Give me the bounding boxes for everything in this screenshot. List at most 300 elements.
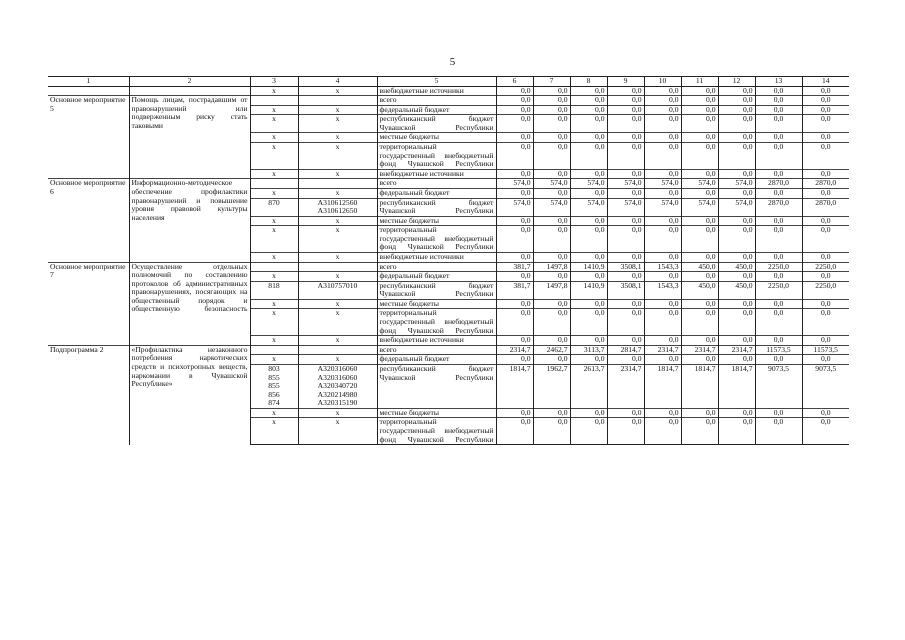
- amount-cell: 0,0: [755, 408, 802, 418]
- amount-cell: 0,0: [755, 188, 802, 198]
- table-row: [48, 96, 849, 106]
- funding-source: федеральный бюджет: [377, 188, 496, 198]
- amount-cell: 0,0: [570, 216, 607, 226]
- amount-cell: 0,0: [755, 299, 802, 309]
- amount-cell: 0,0: [496, 188, 533, 198]
- amount-cell: 0,0: [570, 309, 607, 336]
- section-description: [129, 86, 250, 96]
- funding-source: республиканский бюджет Чувашской Республики: [377, 198, 496, 216]
- code-line: А310612560: [317, 198, 358, 207]
- amount-cell: 0,0: [533, 299, 570, 309]
- funding-source: местные бюджеты: [377, 133, 496, 143]
- amount-cell: 1814,7: [644, 364, 681, 408]
- amount-cell: 1962,7: [533, 364, 570, 408]
- amount-cell: 2314,7: [718, 345, 755, 355]
- funding-source: территориальный государственный внебюджетный фонд Чувашской Республики: [377, 309, 496, 336]
- amount-cell: 2870,0: [755, 198, 802, 216]
- amount-cell: 0,0: [718, 408, 755, 418]
- amount-cell: 0,0: [644, 336, 681, 346]
- amount-cell: 0,0: [533, 252, 570, 262]
- amount-cell: 0,0: [802, 252, 849, 262]
- amount-cell: 0,0: [570, 188, 607, 198]
- amount-cell: 0,0: [755, 418, 802, 445]
- amount-cell: 0,0: [755, 86, 802, 96]
- amount-cell: 0,0: [681, 133, 718, 143]
- amount-cell: 0,0: [718, 216, 755, 226]
- funding-source: всего: [377, 96, 496, 106]
- funding-source: республиканский бюджет Чувашской Республики: [377, 281, 496, 299]
- amount-cell: 0,0: [533, 105, 570, 115]
- amount-cell: 0,0: [533, 96, 570, 106]
- amount-cell: 0,0: [644, 226, 681, 253]
- amount-cell: 381,7: [496, 281, 533, 299]
- target-article-code: х: [298, 299, 377, 309]
- section-description: Информационно-методическое обеспечение профилактики правонарушений и повышение уровня правовой культуры населения: [129, 179, 250, 262]
- amount-cell: 0,0: [533, 216, 570, 226]
- amount-cell: 0,0: [496, 355, 533, 365]
- amount-cell: 0,0: [607, 115, 644, 133]
- header-cell: 13: [755, 77, 802, 87]
- amount-cell: 0,0: [570, 252, 607, 262]
- funding-source: всего: [377, 179, 496, 189]
- funding-source: федеральный бюджет: [377, 272, 496, 282]
- amount-cell: 0,0: [802, 336, 849, 346]
- funding-source: местные бюджеты: [377, 299, 496, 309]
- rz-pr-code: 818: [250, 281, 298, 299]
- amount-cell: 1814,7: [681, 364, 718, 408]
- rz-pr-code: х: [250, 418, 298, 445]
- rz-pr-code: х: [250, 309, 298, 336]
- amount-cell: 574,0: [681, 179, 718, 189]
- amount-cell: 0,0: [644, 299, 681, 309]
- amount-cell: 0,0: [802, 226, 849, 253]
- amount-cell: 0,0: [718, 169, 755, 179]
- amount-cell: 0,0: [718, 272, 755, 282]
- amount-cell: 0,0: [802, 169, 849, 179]
- amount-cell: 2870,0: [755, 179, 802, 189]
- amount-cell: 0,0: [718, 418, 755, 445]
- amount-cell: 0,0: [496, 226, 533, 253]
- amount-cell: 0,0: [644, 86, 681, 96]
- amount-cell: 0,0: [755, 133, 802, 143]
- target-article-code: х: [298, 143, 377, 170]
- amount-cell: 0,0: [718, 143, 755, 170]
- amount-cell: 0,0: [607, 252, 644, 262]
- amount-cell: 0,0: [607, 299, 644, 309]
- target-article-code: [298, 262, 377, 272]
- target-article-code: х: [298, 216, 377, 226]
- amount-cell: 0,0: [607, 169, 644, 179]
- amount-cell: 0,0: [718, 96, 755, 106]
- header-cell: 2: [129, 77, 250, 87]
- target-article-code: х: [298, 355, 377, 365]
- amount-cell: 0,0: [755, 336, 802, 346]
- amount-cell: 9073,5: [802, 364, 849, 408]
- amount-cell: 1814,7: [718, 364, 755, 408]
- target-article-code: х: [298, 115, 377, 133]
- amount-cell: 0,0: [644, 272, 681, 282]
- amount-cell: 0,0: [644, 216, 681, 226]
- funding-source: республиканский бюджет Чувашской Республики: [377, 364, 496, 408]
- rz-pr-code: х: [250, 188, 298, 198]
- amount-cell: 0,0: [644, 355, 681, 365]
- target-article-code: [298, 198, 377, 216]
- amount-cell: 0,0: [644, 133, 681, 143]
- amount-cell: 0,0: [570, 105, 607, 115]
- rz-pr-code: [250, 96, 298, 106]
- header-cell: 8: [570, 77, 607, 87]
- amount-cell: 0,0: [644, 169, 681, 179]
- target-article-code: х: [298, 86, 377, 96]
- amount-cell: 0,0: [607, 96, 644, 106]
- amount-cell: 0,0: [570, 96, 607, 106]
- rz-pr-code: х: [250, 133, 298, 143]
- amount-cell: 2314,7: [681, 345, 718, 355]
- amount-cell: 0,0: [496, 86, 533, 96]
- amount-cell: 0,0: [718, 188, 755, 198]
- amount-cell: 0,0: [570, 299, 607, 309]
- amount-cell: 2314,7: [607, 364, 644, 408]
- budget-table: [48, 76, 849, 445]
- amount-cell: 0,0: [644, 252, 681, 262]
- amount-cell: 0,0: [644, 418, 681, 445]
- amount-cell: 0,0: [496, 216, 533, 226]
- amount-cell: 0,0: [755, 272, 802, 282]
- table-row: [48, 86, 849, 96]
- target-article-code: [298, 96, 377, 106]
- amount-cell: 0,0: [755, 105, 802, 115]
- section-description: Осуществление отдельных полномочий по составлению протоколов об административных правонарушениях, посягающих на общественный порядок и общественную безопасность: [129, 262, 250, 345]
- amount-cell: 3508,1: [607, 281, 644, 299]
- amount-cell: 2462,7: [533, 345, 570, 355]
- amount-cell: 0,0: [802, 272, 849, 282]
- amount-cell: 0,0: [802, 216, 849, 226]
- amount-cell: 0,0: [718, 86, 755, 96]
- amount-cell: 11573,5: [802, 345, 849, 355]
- target-article-code: х: [298, 188, 377, 198]
- amount-cell: 0,0: [644, 408, 681, 418]
- amount-cell: 0,0: [718, 105, 755, 115]
- amount-cell: 0,0: [681, 272, 718, 282]
- amount-cell: 0,0: [496, 96, 533, 106]
- rz-pr-code: [250, 262, 298, 272]
- rz-pr-code: [250, 179, 298, 189]
- amount-cell: 0,0: [496, 143, 533, 170]
- amount-cell: 0,0: [533, 226, 570, 253]
- amount-cell: 0,0: [607, 188, 644, 198]
- amount-cell: 0,0: [802, 188, 849, 198]
- amount-cell: 0,0: [681, 143, 718, 170]
- amount-cell: 0,0: [802, 408, 849, 418]
- target-article-code: А310757010: [298, 281, 377, 299]
- rz-pr-code: х: [250, 143, 298, 170]
- amount-cell: 0,0: [533, 418, 570, 445]
- code-line: А320316060: [317, 372, 358, 382]
- code-line: 855: [268, 381, 280, 391]
- amount-cell: 0,0: [607, 336, 644, 346]
- amount-cell: 0,0: [570, 226, 607, 253]
- funding-source: внебюджетные источники: [377, 86, 496, 96]
- amount-cell: 0,0: [681, 418, 718, 445]
- amount-cell: 0,0: [607, 418, 644, 445]
- amount-cell: 0,0: [802, 86, 849, 96]
- amount-cell: 0,0: [718, 299, 755, 309]
- amount-cell: 574,0: [644, 179, 681, 189]
- amount-cell: 1410,9: [570, 262, 607, 272]
- amount-cell: 0,0: [496, 105, 533, 115]
- amount-cell: 450,0: [681, 262, 718, 272]
- target-article-code: х: [298, 226, 377, 253]
- amount-cell: 0,0: [755, 169, 802, 179]
- amount-cell: 574,0: [718, 198, 755, 216]
- amount-cell: 0,0: [802, 143, 849, 170]
- amount-cell: 0,0: [802, 309, 849, 336]
- amount-cell: 2314,7: [644, 345, 681, 355]
- funding-source: внебюджетные источники: [377, 169, 496, 179]
- target-article-code: [298, 364, 377, 408]
- code-line: А320214980: [317, 389, 358, 399]
- code-line: А320316060: [317, 364, 358, 373]
- amount-cell: 0,0: [496, 272, 533, 282]
- rz-pr-code: х: [250, 408, 298, 418]
- amount-cell: 0,0: [802, 115, 849, 133]
- amount-cell: 574,0: [570, 179, 607, 189]
- amount-cell: 0,0: [681, 299, 718, 309]
- rz-pr-code: х: [250, 115, 298, 133]
- header-cell: 5: [377, 77, 496, 87]
- code-line: А320315190: [317, 398, 358, 408]
- amount-cell: 0,0: [681, 105, 718, 115]
- amount-cell: 0,0: [718, 336, 755, 346]
- amount-cell: 0,0: [533, 272, 570, 282]
- amount-cell: 0,0: [570, 408, 607, 418]
- rz-pr-code: 870: [250, 198, 298, 216]
- table-row: [48, 345, 849, 355]
- header-cell: 11: [681, 77, 718, 87]
- amount-cell: 0,0: [533, 86, 570, 96]
- amount-cell: 0,0: [644, 105, 681, 115]
- amount-cell: 574,0: [496, 179, 533, 189]
- rz-pr-code: х: [250, 216, 298, 226]
- amount-cell: 2870,0: [802, 179, 849, 189]
- amount-cell: 0,0: [681, 216, 718, 226]
- amount-cell: 9073,5: [755, 364, 802, 408]
- rz-pr-code: х: [250, 299, 298, 309]
- code-line: 855: [268, 372, 280, 382]
- header-row: [48, 77, 849, 87]
- amount-cell: 0,0: [755, 216, 802, 226]
- amount-cell: 574,0: [533, 198, 570, 216]
- rz-pr-code: х: [250, 226, 298, 253]
- amount-cell: 0,0: [496, 299, 533, 309]
- target-article-code: х: [298, 272, 377, 282]
- amount-cell: 0,0: [607, 272, 644, 282]
- target-article-code: х: [298, 169, 377, 179]
- amount-cell: 0,0: [533, 309, 570, 336]
- code-line: 856: [268, 389, 280, 399]
- rz-pr-code: [250, 345, 298, 355]
- target-article-code: х: [298, 105, 377, 115]
- amount-cell: 0,0: [802, 299, 849, 309]
- header-cell: 3: [250, 77, 298, 87]
- amount-cell: 0,0: [570, 336, 607, 346]
- amount-cell: 0,0: [681, 336, 718, 346]
- header-cell: 9: [607, 77, 644, 87]
- header-cell: 12: [718, 77, 755, 87]
- amount-cell: 0,0: [755, 115, 802, 133]
- amount-cell: 2250,0: [802, 281, 849, 299]
- rz-pr-code: х: [250, 252, 298, 262]
- amount-cell: 0,0: [496, 408, 533, 418]
- funding-source: территориальный государственный внебюджетный фонд Чувашской Республики: [377, 226, 496, 253]
- amount-cell: 0,0: [570, 86, 607, 96]
- amount-cell: 1497,8: [533, 281, 570, 299]
- header-cell: 1: [48, 77, 129, 87]
- code-line: А320340720: [317, 381, 358, 391]
- amount-cell: 0,0: [607, 309, 644, 336]
- amount-cell: 0,0: [718, 226, 755, 253]
- amount-cell: 0,0: [681, 96, 718, 106]
- header-cell: 6: [496, 77, 533, 87]
- amount-cell: 0,0: [570, 272, 607, 282]
- amount-cell: 0,0: [496, 336, 533, 346]
- amount-cell: 0,0: [533, 169, 570, 179]
- header-cell: 10: [644, 77, 681, 87]
- rz-pr-code: х: [250, 86, 298, 96]
- amount-cell: 1814,7: [496, 364, 533, 408]
- amount-cell: 0,0: [802, 96, 849, 106]
- amount-cell: 0,0: [570, 143, 607, 170]
- amount-cell: 0,0: [496, 169, 533, 179]
- section-title: Основное мероприятие 6: [48, 179, 129, 262]
- amount-cell: 574,0: [570, 198, 607, 216]
- amount-cell: 0,0: [755, 355, 802, 365]
- target-article-code: [298, 179, 377, 189]
- funding-source: внебюджетные источники: [377, 336, 496, 346]
- funding-source: федеральный бюджет: [377, 105, 496, 115]
- amount-cell: 0,0: [570, 169, 607, 179]
- amount-cell: 0,0: [644, 115, 681, 133]
- amount-cell: 0,0: [644, 188, 681, 198]
- amount-cell: 2250,0: [755, 281, 802, 299]
- code-line: А310612650: [317, 206, 358, 216]
- amount-cell: 2870,0: [802, 198, 849, 216]
- target-article-code: х: [298, 418, 377, 445]
- amount-cell: 0,0: [644, 309, 681, 336]
- amount-cell: 0,0: [755, 143, 802, 170]
- amount-cell: 0,0: [496, 252, 533, 262]
- amount-cell: 0,0: [681, 355, 718, 365]
- header-cell: 4: [298, 77, 377, 87]
- amount-cell: 3113,7: [570, 345, 607, 355]
- target-article-code: х: [298, 252, 377, 262]
- amount-cell: 0,0: [533, 133, 570, 143]
- funding-source: всего: [377, 345, 496, 355]
- amount-cell: 0,0: [607, 226, 644, 253]
- amount-cell: 0,0: [802, 105, 849, 115]
- target-article-code: х: [298, 309, 377, 336]
- section-title: Основное мероприятие 5: [48, 96, 129, 179]
- amount-cell: 2314,7: [496, 345, 533, 355]
- amount-cell: 0,0: [644, 143, 681, 170]
- amount-cell: 0,0: [533, 188, 570, 198]
- amount-cell: 0,0: [607, 86, 644, 96]
- amount-cell: 2250,0: [755, 262, 802, 272]
- amount-cell: 0,0: [644, 96, 681, 106]
- amount-cell: 0,0: [607, 133, 644, 143]
- funding-source: всего: [377, 262, 496, 272]
- amount-cell: 0,0: [718, 252, 755, 262]
- amount-cell: 0,0: [802, 133, 849, 143]
- header-cell: 7: [533, 77, 570, 87]
- rz-pr-code: х: [250, 272, 298, 282]
- amount-cell: 574,0: [607, 198, 644, 216]
- section-title: Основное мероприятие 7: [48, 262, 129, 345]
- amount-cell: 450,0: [681, 281, 718, 299]
- amount-cell: 0,0: [570, 115, 607, 133]
- funding-source: федеральный бюджет: [377, 355, 496, 365]
- amount-cell: 0,0: [570, 355, 607, 365]
- amount-cell: 0,0: [496, 309, 533, 336]
- amount-cell: 0,0: [681, 86, 718, 96]
- amount-cell: 1543,3: [644, 262, 681, 272]
- amount-cell: 1410,9: [570, 281, 607, 299]
- amount-cell: 0,0: [533, 355, 570, 365]
- rz-pr-code: х: [250, 169, 298, 179]
- amount-cell: 0,0: [496, 418, 533, 445]
- amount-cell: 0,0: [681, 408, 718, 418]
- amount-cell: 2250,0: [802, 262, 849, 272]
- amount-cell: 0,0: [755, 252, 802, 262]
- amount-cell: 0,0: [496, 133, 533, 143]
- amount-cell: 0,0: [681, 188, 718, 198]
- amount-cell: 450,0: [718, 262, 755, 272]
- amount-cell: 0,0: [681, 115, 718, 133]
- section-title: Подпрограмма 2: [48, 345, 129, 444]
- section-title: [48, 86, 129, 96]
- header-cell: 14: [802, 77, 849, 87]
- section-description: Помощь лицам, пострадавшим от правонарушений или подверженным риску стать таковыми: [129, 96, 250, 179]
- amount-cell: 574,0: [533, 179, 570, 189]
- amount-cell: 0,0: [755, 309, 802, 336]
- amount-cell: 450,0: [718, 281, 755, 299]
- amount-cell: 0,0: [607, 143, 644, 170]
- code-line: 874: [268, 398, 280, 408]
- amount-cell: 0,0: [755, 96, 802, 106]
- rz-pr-code: [250, 364, 298, 408]
- amount-cell: 0,0: [681, 252, 718, 262]
- amount-cell: 2814,7: [607, 345, 644, 355]
- amount-cell: 1497,8: [533, 262, 570, 272]
- page-number: 5: [449, 56, 456, 68]
- amount-cell: 0,0: [718, 309, 755, 336]
- amount-cell: 11573,5: [755, 345, 802, 355]
- rz-pr-code: х: [250, 336, 298, 346]
- amount-cell: 0,0: [533, 143, 570, 170]
- amount-cell: 0,0: [681, 309, 718, 336]
- amount-cell: 574,0: [644, 198, 681, 216]
- rz-pr-code: х: [250, 355, 298, 365]
- funding-source: внебюджетные источники: [377, 252, 496, 262]
- amount-cell: 0,0: [681, 169, 718, 179]
- amount-cell: 381,7: [496, 262, 533, 272]
- code-line: 803: [268, 364, 280, 373]
- amount-cell: 574,0: [607, 179, 644, 189]
- amount-cell: 0,0: [718, 355, 755, 365]
- funding-source: местные бюджеты: [377, 216, 496, 226]
- amount-cell: 0,0: [718, 133, 755, 143]
- amount-cell: 0,0: [607, 105, 644, 115]
